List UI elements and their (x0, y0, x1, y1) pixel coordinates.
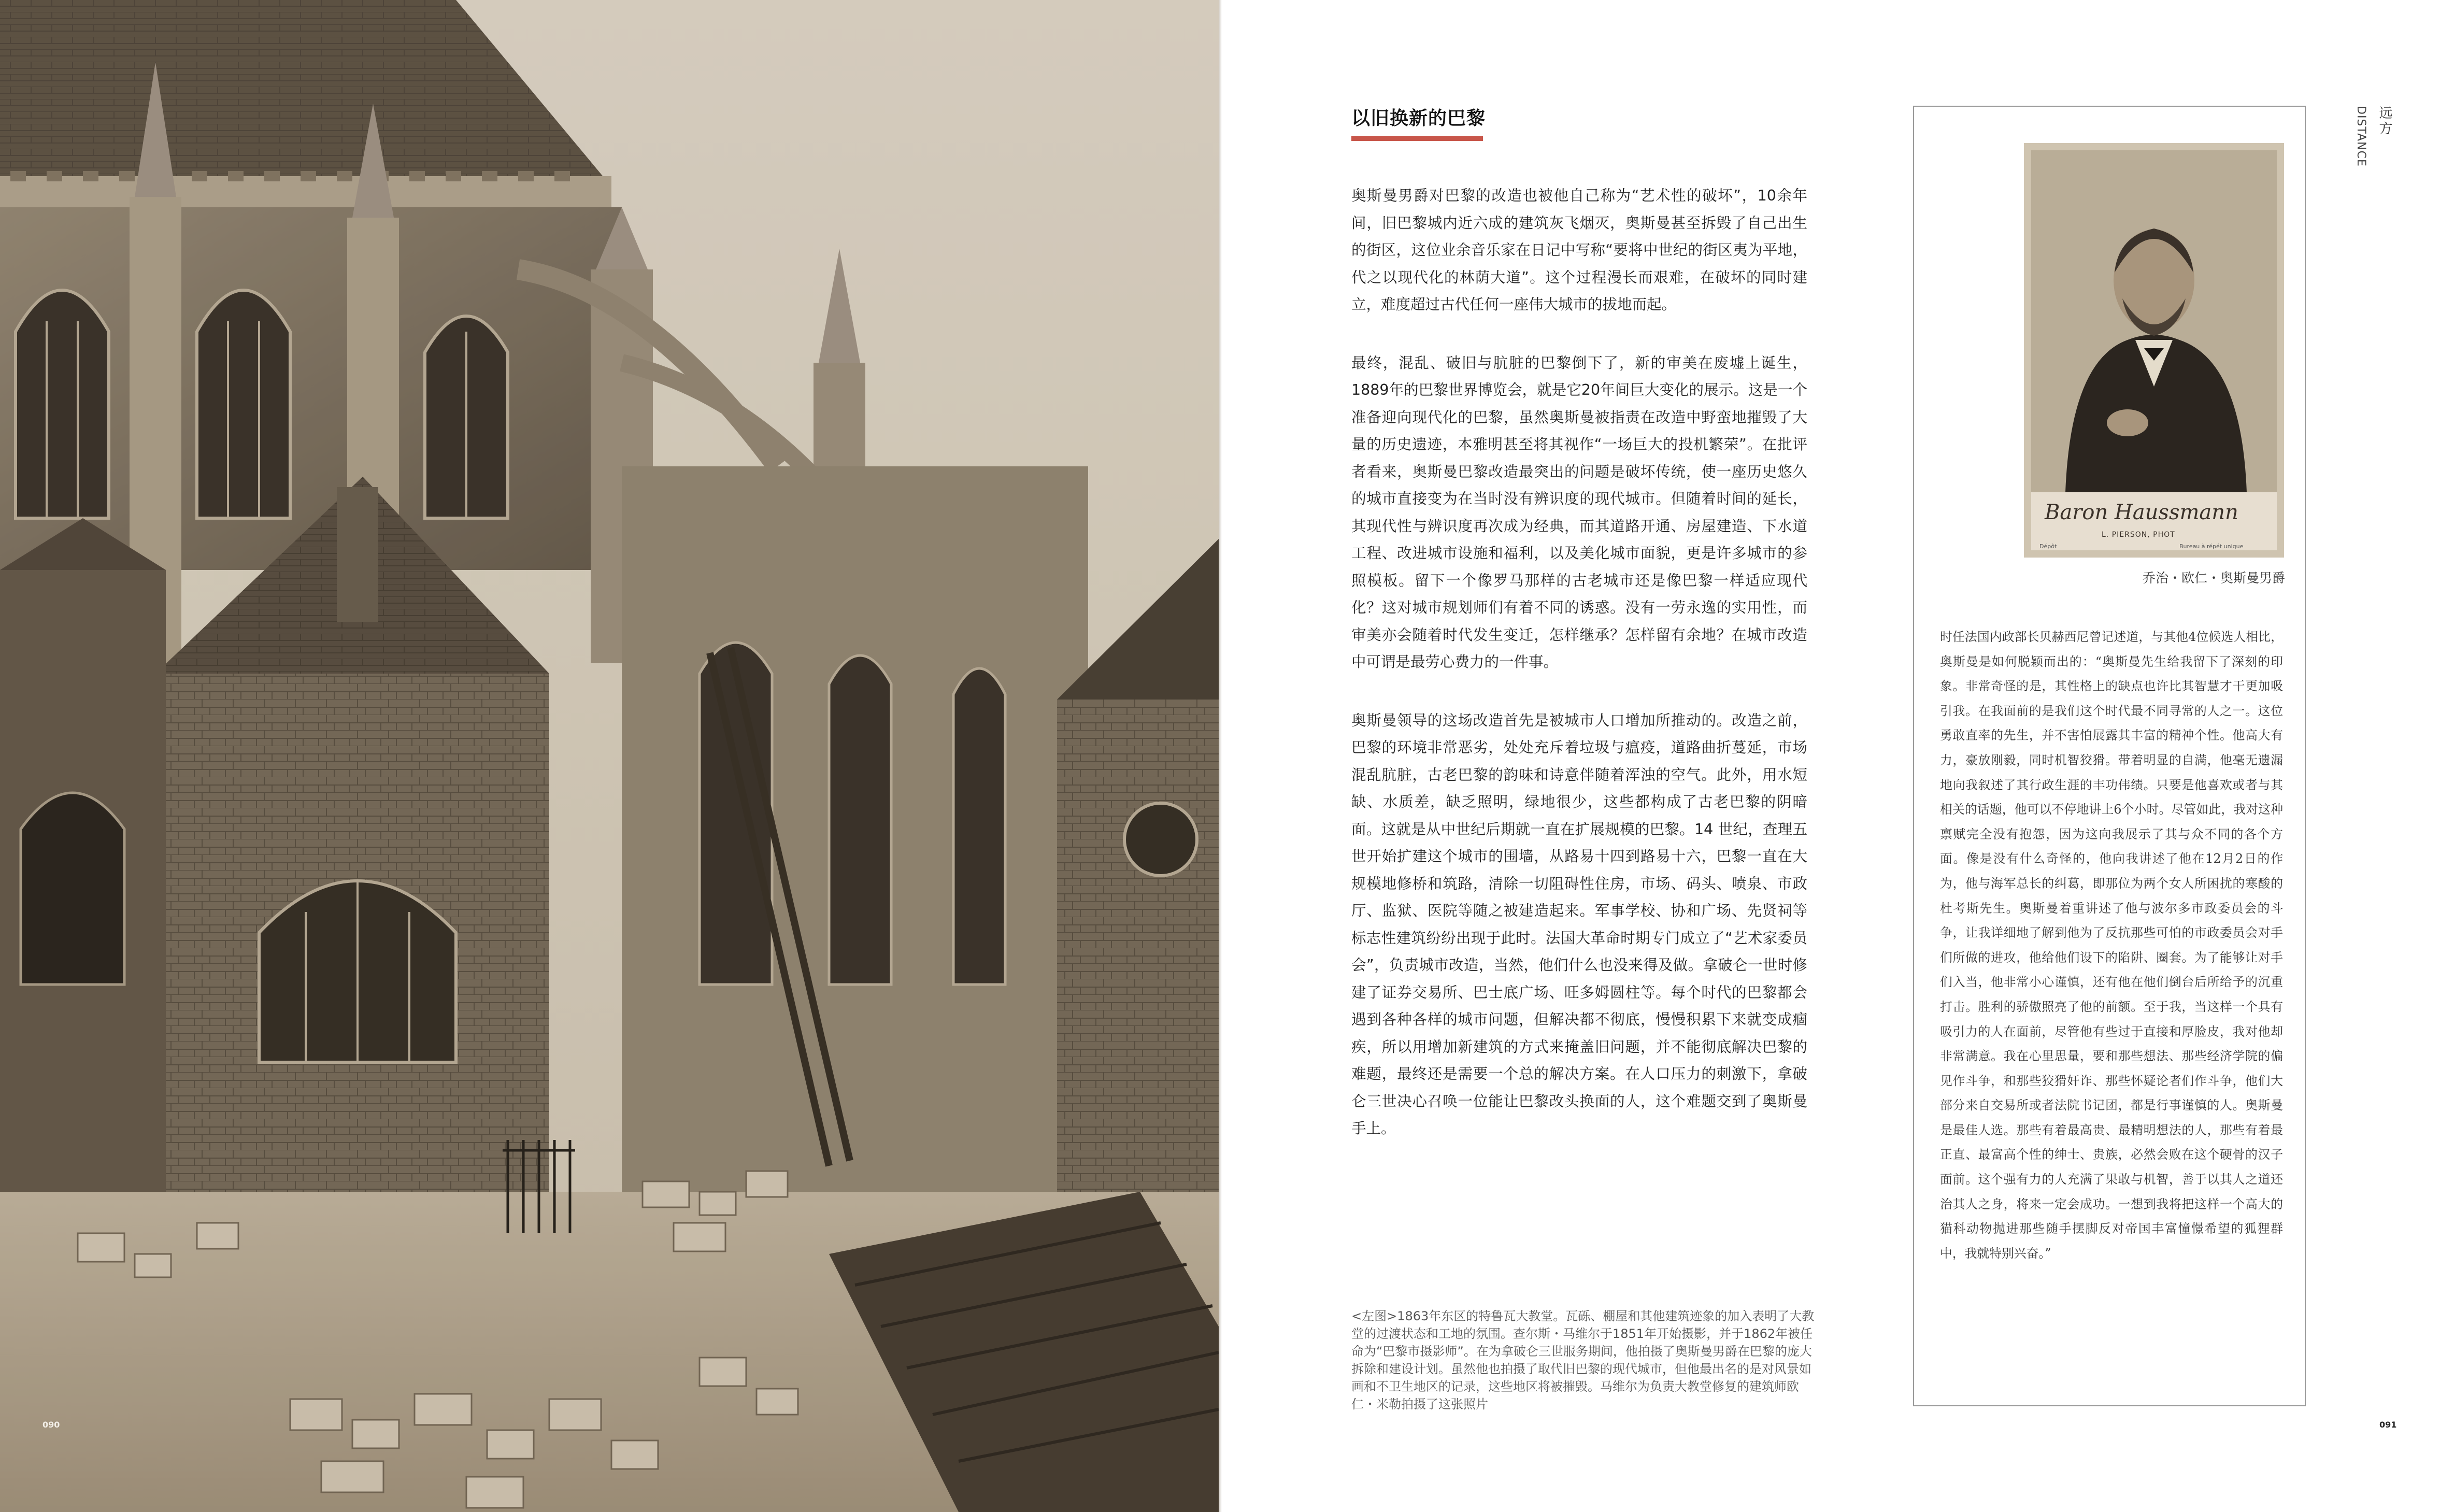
portrait-studio: L. PIERSON, PHOT (2102, 531, 2175, 539)
page-gutter (1219, 0, 1222, 1512)
article-body (1351, 182, 1807, 1174)
cathedral-photo (0, 0, 1219, 1512)
article-paragraph: 奥斯曼领导的这场改造首先是被城市人口增加所推动的。改造之前，巴黎的环境非常恶劣，处处充斥着垃圾与瘟疫，道路曲折蔓延，市场混乱肮脏，古老巴黎的韵味和诗意伴随着浑浊的空气。此外，用水短缺、水质差，缺乏照明，绿地很少，这些都构成了古老巴黎的阴暗面。这就是从中世纪后期就一直在扩展规模的巴黎。14 世纪，查理五世开始扩建这个城市的围墙，从路易十四到路易十六，巴黎一直在大规模地修桥和筑路，清除一切阻碍性住房，市场、码头、喷泉、市政厅、监狱、医院等随之被建造起来。军事学校、协和广场、先贤祠等标志性建筑纷纷出现于此时。法国大革命时期专门成立了“艺术家委员会”，负责城市改造，当然，他们什么也没来得及做。拿破仑一世时修建了证券交易所、巴士底广场、旺多姆圆柱等。每个时代的巴黎都会遇到各种各样的城市问题，但解决都不彻底，慢慢积累下来就变成痼疾，所以用增加新建筑的方式来掩盖旧问题，并不能彻底解决巴黎的难题，最终还是需要一个总的解决方案。在人口压力的刺激下，拿破仑三世决心召唤一位能让巴黎改头换面的人，这个难题交到了奥斯曼手上。 (1351, 711, 1807, 1137)
page-number-left: 090 (42, 1420, 60, 1430)
sidebar-box (1913, 106, 2306, 1406)
portrait-caption: 乔治・欧仁・奥斯曼男爵 (2142, 570, 2285, 586)
page-number-right: 091 (2379, 1420, 2397, 1430)
running-head-cn: 远方 (2377, 106, 2392, 137)
sidebar-quote-text: 时任法国内政部长贝赫西尼曾记述道，与其他4位候选人相比，奥斯曼是如何脱颖而出的：“奥斯曼先生给我留下了深刻的印象。非常奇怪的是，其性格上的缺点也许比其智慧才干更加吸引我。在我面前的是我们这个时代最不同寻常的人之一。这位勇敢直率的先生，并不害怕展露其丰富的精神个性。他高大有力，豪放刚毅，同时机智狡猾。带着明显的自满，他毫无遗漏地向我叙述了其行政生涯的丰功伟绩。只要是他喜欢或者与其相关的话题，他可以不停地讲上6个小时。尽管如此，我对这种禀赋完全没有抱怨，因为这向我展示了其与众不同的各个方面。像是没有什么奇怪的，他向我讲述了他在12月2日的作为，他与海军总长的纠葛，即那位为两个女人所困扰的寒酸的杜考斯先生。奥斯曼着重讲述了他与波尔多市政委员会的斗争，让我详细地了解到他为了反抗那些可怕的市政委员会对手们所做的进攻，他给他们设下的陷阱、圈套。为了能够让对手们入当，他非常小心谨慎，还有他在他们倒台后所给予的沉重打击。胜利的骄傲照亮了他的前额。至于我，当这样一个具有吸引力的人在面前，尽管他有些过于直接和厚脸皮，我对他却非常满意。我在心里思量，要和那些想法、那些经济学院的偏见作斗争，和那些狡猾奸诈、那些怀疑论者们作斗争，他们大部分来自交易所或者法院书记团，都是行事谨慎的人。奥斯曼是最佳人选。那些有着最高贵、最精明想法的人，那些有着最正直、最富高个性的绅士、贵族，必然会败在这个硬骨的汉子面前。这个强有力的人充满了果敢与机智，善于以其人之道还治其人之身，将来一定会成功。一想到我将把这样一个高大的猫科动物抛进那些随手摆脚反对帝国丰富憧憬希望的狐狸群中，我就特别兴奋。” (1940, 630, 2283, 1261)
photo-caption: <左图>1863年东区的特鲁瓦大教堂。瓦砾、棚屋和其他建筑迹象的加入表明了大教堂的过渡状态和工地的氛围。查尔斯・马维尔于1851年开始摄影，并于1862年被任命为“巴黎市摄影师”。在为拿破仑三世服务期间，他拍摄了奥斯曼男爵在巴黎的庞大拆除和建设计划。虽然他也拍摄了取代旧巴黎的现代城市，但他最出名的是对风景如画和不卫生地区的记录，这些地区将被摧毁。马维尔为负责大教堂修复的建筑师欧仁・米勒拍摄了这张照片 (1351, 1309, 1815, 1411)
portrait-photo (2024, 143, 2284, 558)
article-paragraph: 最终，混乱、破旧与肮脏的巴黎倒下了，新的审美在废墟上诞生，1889年的巴黎世界博览会，就是它20年间巨大变化的展示。这是一个准备迎向现代化的巴黎，虽然奥斯曼被指责在改造中野蛮地摧毁了大量的历史遗迹，本雅明甚至将其视作“一场巨大的投机繁荣”。在批评者看来，奥斯曼巴黎改造最突出的问题是破坏传统，使一座历史悠久的城市直接变为在当时没有辨识度的现代城市。但随着时间的延长，其现代性与辨识度再次成为经典，而其道路开通、房屋建造、下水道工程、改进城市设施和福利，以及美化城市面貌，更是许多城市的参照模板。留下一个像罗马那样的古老城市还是像巴黎一样适应现代化？这对城市规划师们有着不同的诱惑。没有一劳永逸的实用性，而审美亦会随着时代发生变迁，怎样继承？怎样留有余地？在城市改造中可谓是最劳心费力的一件事。 (1351, 354, 1807, 671)
portrait-footer-left: Dépôt (2039, 543, 2057, 550)
running-head-en: DISTANCE (2355, 106, 2367, 167)
portrait-footer-right: Bureau à répét unique (2179, 543, 2244, 550)
title-underline (1351, 136, 1483, 141)
article-title: 以旧换新的巴黎 (1351, 108, 1486, 129)
portrait-signature: Baron Haussmann (2045, 501, 2238, 524)
article-paragraph: 奥斯曼男爵对巴黎的改造也被他自己称为“艺术性的破坏”，10余年间，旧巴黎城内近六成的建筑灰飞烟灭，奥斯曼甚至拆毁了自己出生的街区，这位业余音乐家在日记中写称“要将中世纪的街区夷为平地，代之以现代化的林荫大道”。这个过程漫长而艰难，在破坏的同时建立，难度超过古代任何一座伟大城市的拔地而起。 (1351, 187, 1807, 313)
